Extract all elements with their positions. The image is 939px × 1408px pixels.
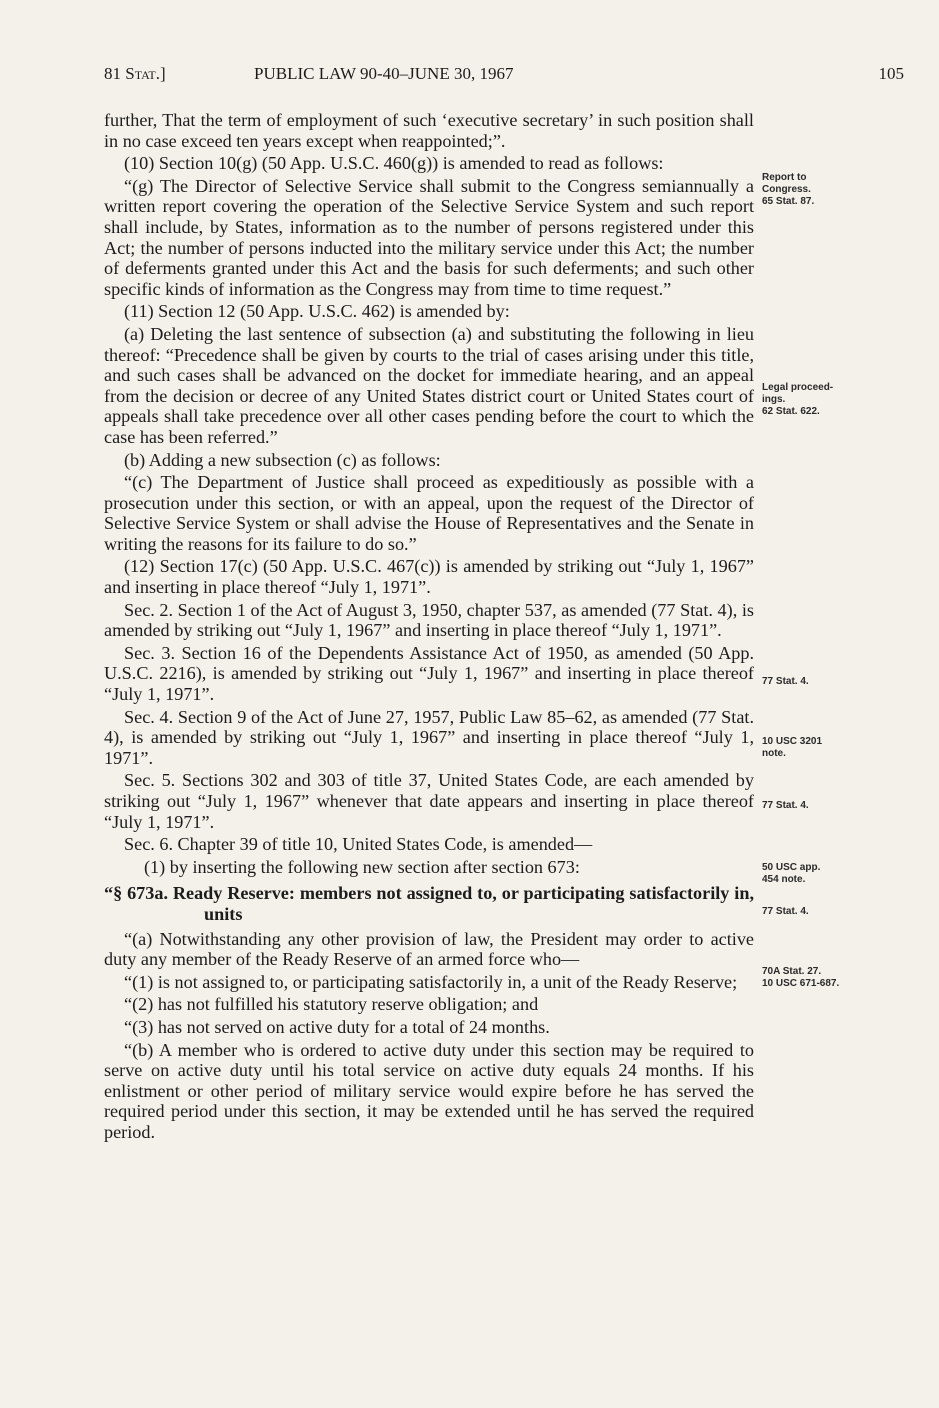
margin-note-line: 62 Stat. 622.: [762, 406, 820, 417]
margin-note-line: 10 USC 671-687.: [762, 978, 840, 989]
section-paragraph: “(2) has not fulfilled his statutory reserve obligation; and: [124, 994, 539, 1015]
margin-note-50-usc-app: [762, 862, 912, 886]
paragraph: (10) Section 10(g) (50 App. U.S.C. 460(g)) is amended to read as follows:: [124, 153, 664, 174]
paragraph: Sec. 4. Section 9 of the Act of June 27, 1957, Public Law 85–62, as amended (77 Stat. 4), is amended by striking out “July 1, 1967” and inserting in place thereof “July 1, 1971”.: [104, 706, 754, 768]
margin-note-77-stat: [762, 906, 912, 918]
paragraph: Sec. 3. Section 16 of the Dependents Assistance Act of 1950, as amended (50 App. U.S.C. 2216), is amended by striking out “July 1, 1967” and inserting in place thereof “July 1, 1971”.: [104, 642, 754, 705]
margin-note-line: Congress.: [762, 184, 811, 195]
paragraph: “(c) The Department of Justice shall proceed as expeditiously as possible with a prosecution under this section, or with an appeal, upon the request of the Director of Selective Service System or shall advise the House of Representatives and the Senate in writing the reasons for its failure to do so.”: [104, 472, 754, 554]
margin-note-line: ings.: [762, 394, 786, 405]
margin-note-77-stat: [762, 800, 912, 812]
margin-note-line: 50 USC app.: [762, 862, 821, 873]
section-heading: “§ 673a. Ready Reserve: members not assigned to, or participating satisfactorily in, units: [104, 883, 754, 924]
margin-note-legal-proceedings: [762, 382, 912, 418]
paragraph: (b) Adding a new subsection (c) as follows:: [124, 449, 441, 470]
margin-note-77-stat: [762, 676, 912, 688]
margin-note-line: 77 Stat. 4.: [762, 800, 809, 811]
paragraph: (1) by inserting the following new section after section 673:: [144, 856, 580, 877]
margin-note-line: 77 Stat. 4.: [762, 676, 809, 687]
page-number: 105: [878, 64, 904, 83]
paragraph: Sec. 5. Sections 302 and 303 of title 37, United States Code, are each amended by striking out “July 1, 1967” whenever that date appears and inserting in place thereof “July 1, 1971”.: [104, 770, 754, 832]
margin-note-line: 10 USC 3201: [762, 736, 823, 747]
section-paragraph: “(b) A member who is ordered to active duty under this section may be required to serve on active duty until his total service on active duty equals 24 months. If his enlistment or other period of military service would expire before he has served the required period under this section, it may be extended until he has served the required period.: [104, 1039, 754, 1142]
margin-note-line: Report to: [762, 172, 807, 183]
header-stat: 81 Stat.]: [104, 64, 166, 83]
margin-note-line: 454 note.: [762, 874, 806, 885]
margin-note-report-to-congress: [762, 172, 912, 208]
paragraph: Sec. 2. Section 1 of the Act of August 3, 1950, chapter 537, as amended (77 Stat. 4), is amended by striking out “July 1, 1967” and inserting in place thereof “July 1, 1971”.: [104, 599, 754, 641]
paragraph: “(g) The Director of Selective Service shall submit to the Congress semiannually a written report covering the operation of the Selective Service System and such report shall include, by States, information as to the number of persons registered under this Act; the number of persons inducted into the military service under this Act; the number of deferments granted under this Act and the basis for such deferments; and such other specific kinds of information as the Congress may from time to time request.”: [104, 175, 754, 299]
margin-note-line: 70A Stat. 27.: [762, 966, 822, 977]
paragraph: (a) Deleting the last sentence of subsection (a) and substituting the following in lieu thereof: “Precedence shall be given by courts to the trial of cases arising under this title, and such cases shall be advanced on the docket for immediate hearing, and an appeal from the decision or decree of any United States district court or United States court of appeals shall take precedence over all other cases pending before the court to which the case has been referred.”: [104, 323, 754, 447]
margin-note-10-usc-3201: [762, 736, 912, 760]
page-header: [104, 64, 904, 86]
document-body: [104, 110, 754, 1145]
paragraph: Sec. 6. Chapter 39 of title 10, United States Code, is amended—: [124, 834, 593, 855]
paragraph: (11) Section 12 (50 App. U.S.C. 462) is amended by:: [124, 301, 510, 322]
section-paragraph: “(3) has not served on active duty for a total of 24 months.: [124, 1016, 550, 1037]
paragraph: (12) Section 17(c) (50 App. U.S.C. 467(c)) is amended by striking out “July 1, 1967” and inserting in place thereof “July 1, 1971”.: [104, 556, 754, 598]
section-paragraph: “(1) is not assigned to, or participating satisfactorily in, a unit of the Ready Reserve;: [124, 971, 738, 992]
margin-note-70a-stat: [762, 966, 912, 990]
margin-note-line: 77 Stat. 4.: [762, 906, 809, 917]
paragraph: further, That the term of employment of such ‘executive secretary’ in such position shall in no case exceed ten years except when reappointed;”.: [104, 110, 754, 151]
margin-note-line: note.: [762, 748, 786, 759]
margin-note-line: Legal proceed-: [762, 382, 834, 393]
section-paragraph: “(a) Notwithstanding any other provision of law, the President may order to active duty any member of the Ready Reserve of an armed force who—: [104, 928, 754, 970]
header-title: PUBLIC LAW 90-40–JUNE 30, 1967: [254, 64, 514, 83]
margin-note-line: 65 Stat. 87.: [762, 196, 815, 207]
